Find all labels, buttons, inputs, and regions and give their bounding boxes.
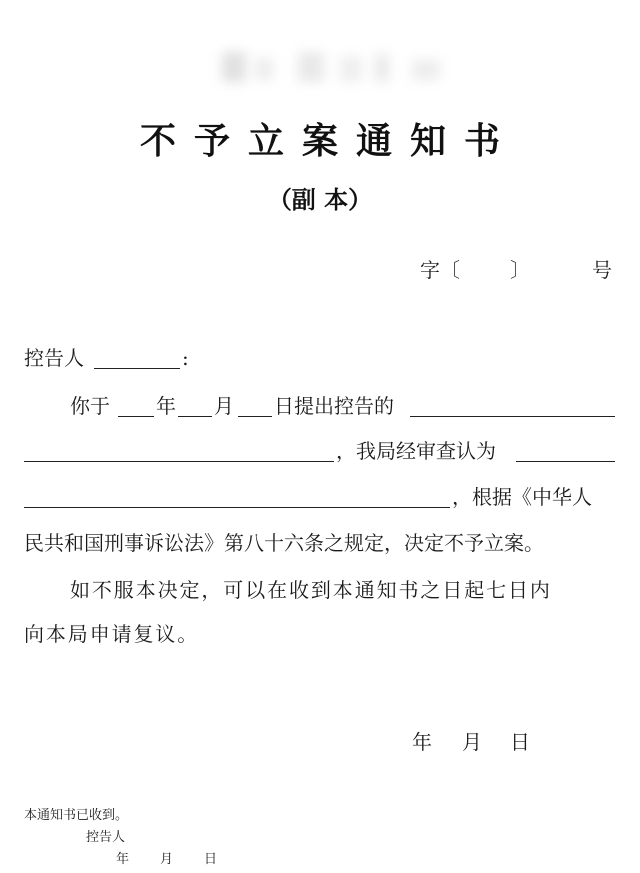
p1-review: ，我局经审查认为: [336, 439, 496, 463]
receipt-year: 年: [116, 852, 130, 867]
day-blank: [238, 416, 272, 417]
date-year: 年: [412, 730, 432, 754]
review-blank-2: [24, 507, 450, 508]
doc-no-hao: 号: [592, 258, 612, 282]
doc-no-close: 〕: [510, 258, 530, 282]
p1-law-line: 民共和国刑事诉讼法》第八十六条之规定，决定不予立案。: [24, 531, 544, 555]
receipt-day: 日: [204, 852, 218, 867]
date-day: 日: [510, 730, 530, 754]
date-month: 月: [462, 730, 482, 754]
receipt-received: 本通知书已收到。: [24, 808, 129, 823]
receipt-complainant: 控告人: [86, 830, 126, 845]
p2-line2: 向本局申请复议。: [24, 622, 200, 646]
p1-day-submit: 日提出控告的: [274, 394, 394, 418]
year-blank: [118, 416, 154, 417]
p2-line1: 如不服本决定，可以在收到本通知书之日起七日内: [70, 578, 552, 602]
month-blank: [178, 416, 212, 417]
receipt-month: 月: [160, 852, 174, 867]
doc-no-zi: 字〔: [420, 258, 460, 282]
page-title: 不予立案通知书: [139, 121, 518, 162]
complaint-blank-2: [24, 461, 334, 462]
addressee-label: 控告人: [24, 346, 84, 370]
p1-month: 月: [214, 394, 234, 418]
addressee-colon: :: [182, 346, 189, 370]
review-blank: [516, 461, 615, 462]
p1-you-on: 你于: [70, 394, 110, 418]
addressee-blank: [94, 368, 180, 369]
page-subtitle: （副 本）: [267, 186, 373, 214]
complaint-blank: [410, 416, 615, 417]
p1-according: ，根据《中华人: [452, 485, 592, 509]
p1-year: 年: [156, 394, 176, 418]
